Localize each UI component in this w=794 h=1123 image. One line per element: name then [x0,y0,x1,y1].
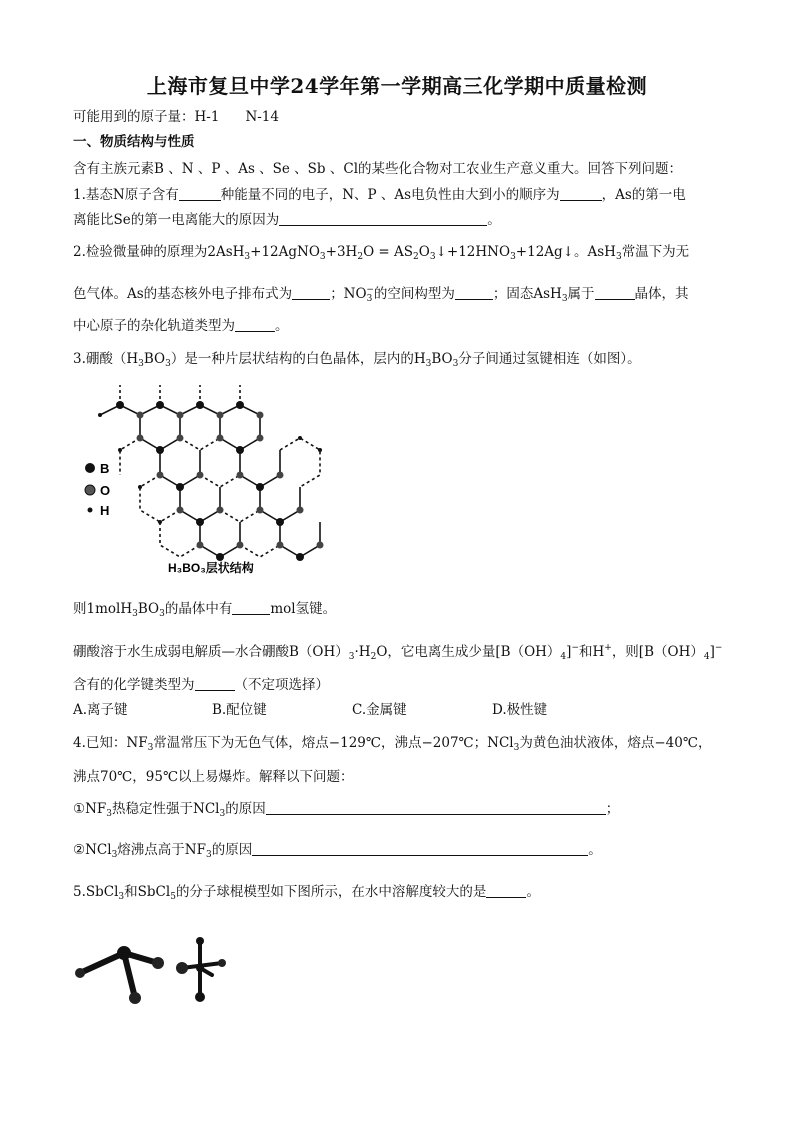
q3-text: 硼酸溶于水生成弱电解质—水合硼酸B（OH） [73,644,349,660]
q3-line4 [73,673,329,693]
superscript: − [571,643,579,653]
q2-text: 属于 [567,286,595,302]
q3-text: （不定项选择） [234,677,329,693]
subscript: 3 [219,809,226,819]
q5-text: 和SbCl [124,884,171,900]
q2-text: ；固态AsH [492,286,562,302]
q3-text: ] [709,644,715,660]
answer-blank[interactable] [252,843,588,856]
q2-text: 中心原子的杂化轨道类型为 [73,318,235,334]
q5-text: 的分子球棍模型如下图所示，在水中溶解度较大的是 [175,884,487,900]
atomic-mass-label: 可能用到的原子量： [73,109,195,125]
subscript: 3 [138,359,144,369]
sbcl5-model [176,937,226,1002]
page-title: 上海市复旦中学24学年第一学期高三化学期中质量检测 [146,74,648,98]
q4-text: ①NF [73,801,107,817]
q4-text: 。 [588,842,602,858]
q4-line3 [73,797,619,819]
ball-stick-models [72,935,252,1010]
q3-text: BO [143,351,166,367]
q4-text: 为黄色油状液体，熔点−40℃， [519,735,712,751]
q2-text: ；NO [330,286,367,302]
q1-line2 [73,208,501,228]
answer-blank[interactable] [292,287,330,300]
subscript: 3 [244,252,251,262]
legend-h: H [100,503,110,518]
option-b[interactable]: B.配位键 [212,702,267,718]
q2-line2 [73,282,689,304]
q1-text-b: 种能量不同的电子，N、P 、As电负性由大到小的顺序为 [220,187,560,203]
answer-blank[interactable] [279,213,487,226]
q2-text: O [418,244,430,260]
q2-line1 [73,240,689,262]
q1-text-d: 离能比Se的第一电离能大的原因为 [73,212,280,228]
subscript: 3 [159,609,165,619]
q3-text: 的晶体中有 [164,601,233,617]
q4-text: 的原因 [225,801,266,817]
q3-text: mol氢键。 [270,601,337,617]
boric-acid-layer-figure [80,380,340,580]
option-c[interactable]: C.金属键 [352,702,407,718]
q3-line1 [73,347,641,369]
atomic-mass-line [73,105,279,125]
q4-text: 熔沸点高于NF [117,842,206,858]
subscript: 3 [348,652,355,662]
q3-text: 含有的化学键类型为 [73,677,195,693]
legend-b: B [100,461,110,476]
q2-text: 2.检验微量砷的原理为2AsH [73,244,245,260]
subscript: 3 [165,359,171,369]
option-d[interactable]: D.极性键 [492,702,548,718]
atomic-mass-h: H-1 [194,109,220,125]
answer-blank[interactable] [486,885,526,898]
subscript: 3 [205,850,212,860]
subscript: 2 [370,652,377,662]
q2-text: +3H [325,244,358,260]
q1-text-c: ，As的第一电 [601,187,686,203]
subscript: 3 [111,850,118,860]
q3-line2 [73,597,336,619]
q2-line3 [73,314,289,334]
subscript: 3 [429,252,436,262]
superscript: − [714,643,723,653]
q2-text: +12AgNO [250,244,320,260]
q5-line1 [73,880,540,902]
answer-blank[interactable] [455,287,493,300]
subscript: 3 [118,892,125,902]
figure-caption: H₃BO₃层状结构 [168,561,254,575]
section-heading: 一、物质结构与性质 [73,134,195,150]
q4-text: ②NCl [73,842,112,858]
q3-text: 则1molH [73,601,133,617]
subscript: 3 [132,609,138,619]
q2-text: +12Ag↓。AsH [515,244,616,260]
q2-text: 常温下为无 [621,244,690,260]
subscript: 5 [170,892,176,902]
subscript: 3 [319,252,326,262]
q3-text: ）是一种片层状结构的白色晶体，层内的H [170,351,426,367]
answer-blank[interactable] [232,602,270,615]
q3-text: BO [137,601,160,617]
subscript: 3 [366,294,373,304]
q2-text: 。 [275,318,289,334]
q4-line1 [73,731,711,753]
q5-text: 5.SbCl [73,884,119,900]
q3-text: ] [566,644,572,660]
q3-text: O，它电离生成少量[B（OH） [376,644,561,660]
answer-blank[interactable] [179,188,221,201]
answer-blank[interactable] [195,678,235,691]
option-a[interactable]: A.离子键 [73,702,128,718]
subscript: 3 [615,252,622,262]
q2-text: ↓+12HNO [435,244,511,260]
answer-blank[interactable] [595,287,635,300]
q1-text-e: 。 [487,212,501,228]
subscript: 3 [106,809,113,819]
q1-line1 [73,183,686,203]
hex-network [100,385,320,557]
q2-text: 色气体。As的基态核外电子排布式为 [73,286,293,302]
superscript: − [366,285,374,295]
answer-blank[interactable] [266,802,606,815]
q4-text: 的原因 [211,842,253,858]
q3-text: 和H [578,644,605,660]
q4-line4 [73,838,602,860]
q2-text: 的空间构型为 [373,286,455,302]
subscript: 2 [413,252,419,262]
subscript: 3 [510,252,516,262]
q4-text: 热稳定性强于NCl [112,801,220,817]
q3-line3 [73,640,722,662]
superscript: + [604,643,612,653]
q3-text: 3.硼酸（H [73,351,139,367]
q1-text-a: 1.基态N原子含有 [73,187,179,203]
subscript: 3 [425,359,432,369]
sbcl3-model [75,946,164,1004]
q3-text: ·H [354,644,371,660]
answer-blank[interactable] [235,319,275,332]
q2-text: O = AS [363,244,414,260]
subscript: 2 [357,252,364,262]
figure-legend [85,461,110,518]
q3-text: 分子间通过氢键相连（如图）。 [458,351,641,367]
legend-o: O [100,483,111,498]
section-intro: 含有主族元素B 、N 、P 、As 、Se 、Sb 、Cl的某些化合物对工农业生产意义重大。回答下列问题： [73,161,683,177]
q4-text: 4.已知：NF [73,735,148,751]
q4-text: 常温常压下为无色气体，熔点−129℃，沸点−207℃；NCl [153,735,514,751]
q4-line2: 沸点70℃，95℃以上易爆炸。解释以下问题： [73,769,354,785]
subscript: 4 [703,652,710,662]
subscript: 3 [561,294,568,304]
q2-text: 晶体，其 [634,286,689,302]
subscript: 3 [452,359,459,369]
q5-text: 。 [526,884,540,900]
subscript: 4 [560,652,567,662]
atomic-mass-n: N-14 [245,109,279,125]
q3-text: BO [431,351,453,367]
subscript: 3 [147,743,154,753]
q3-text: ，则[B（OH） [611,644,704,660]
q4-text: ； [605,801,620,817]
answer-blank[interactable] [560,188,602,201]
subscript: 3 [513,743,520,753]
